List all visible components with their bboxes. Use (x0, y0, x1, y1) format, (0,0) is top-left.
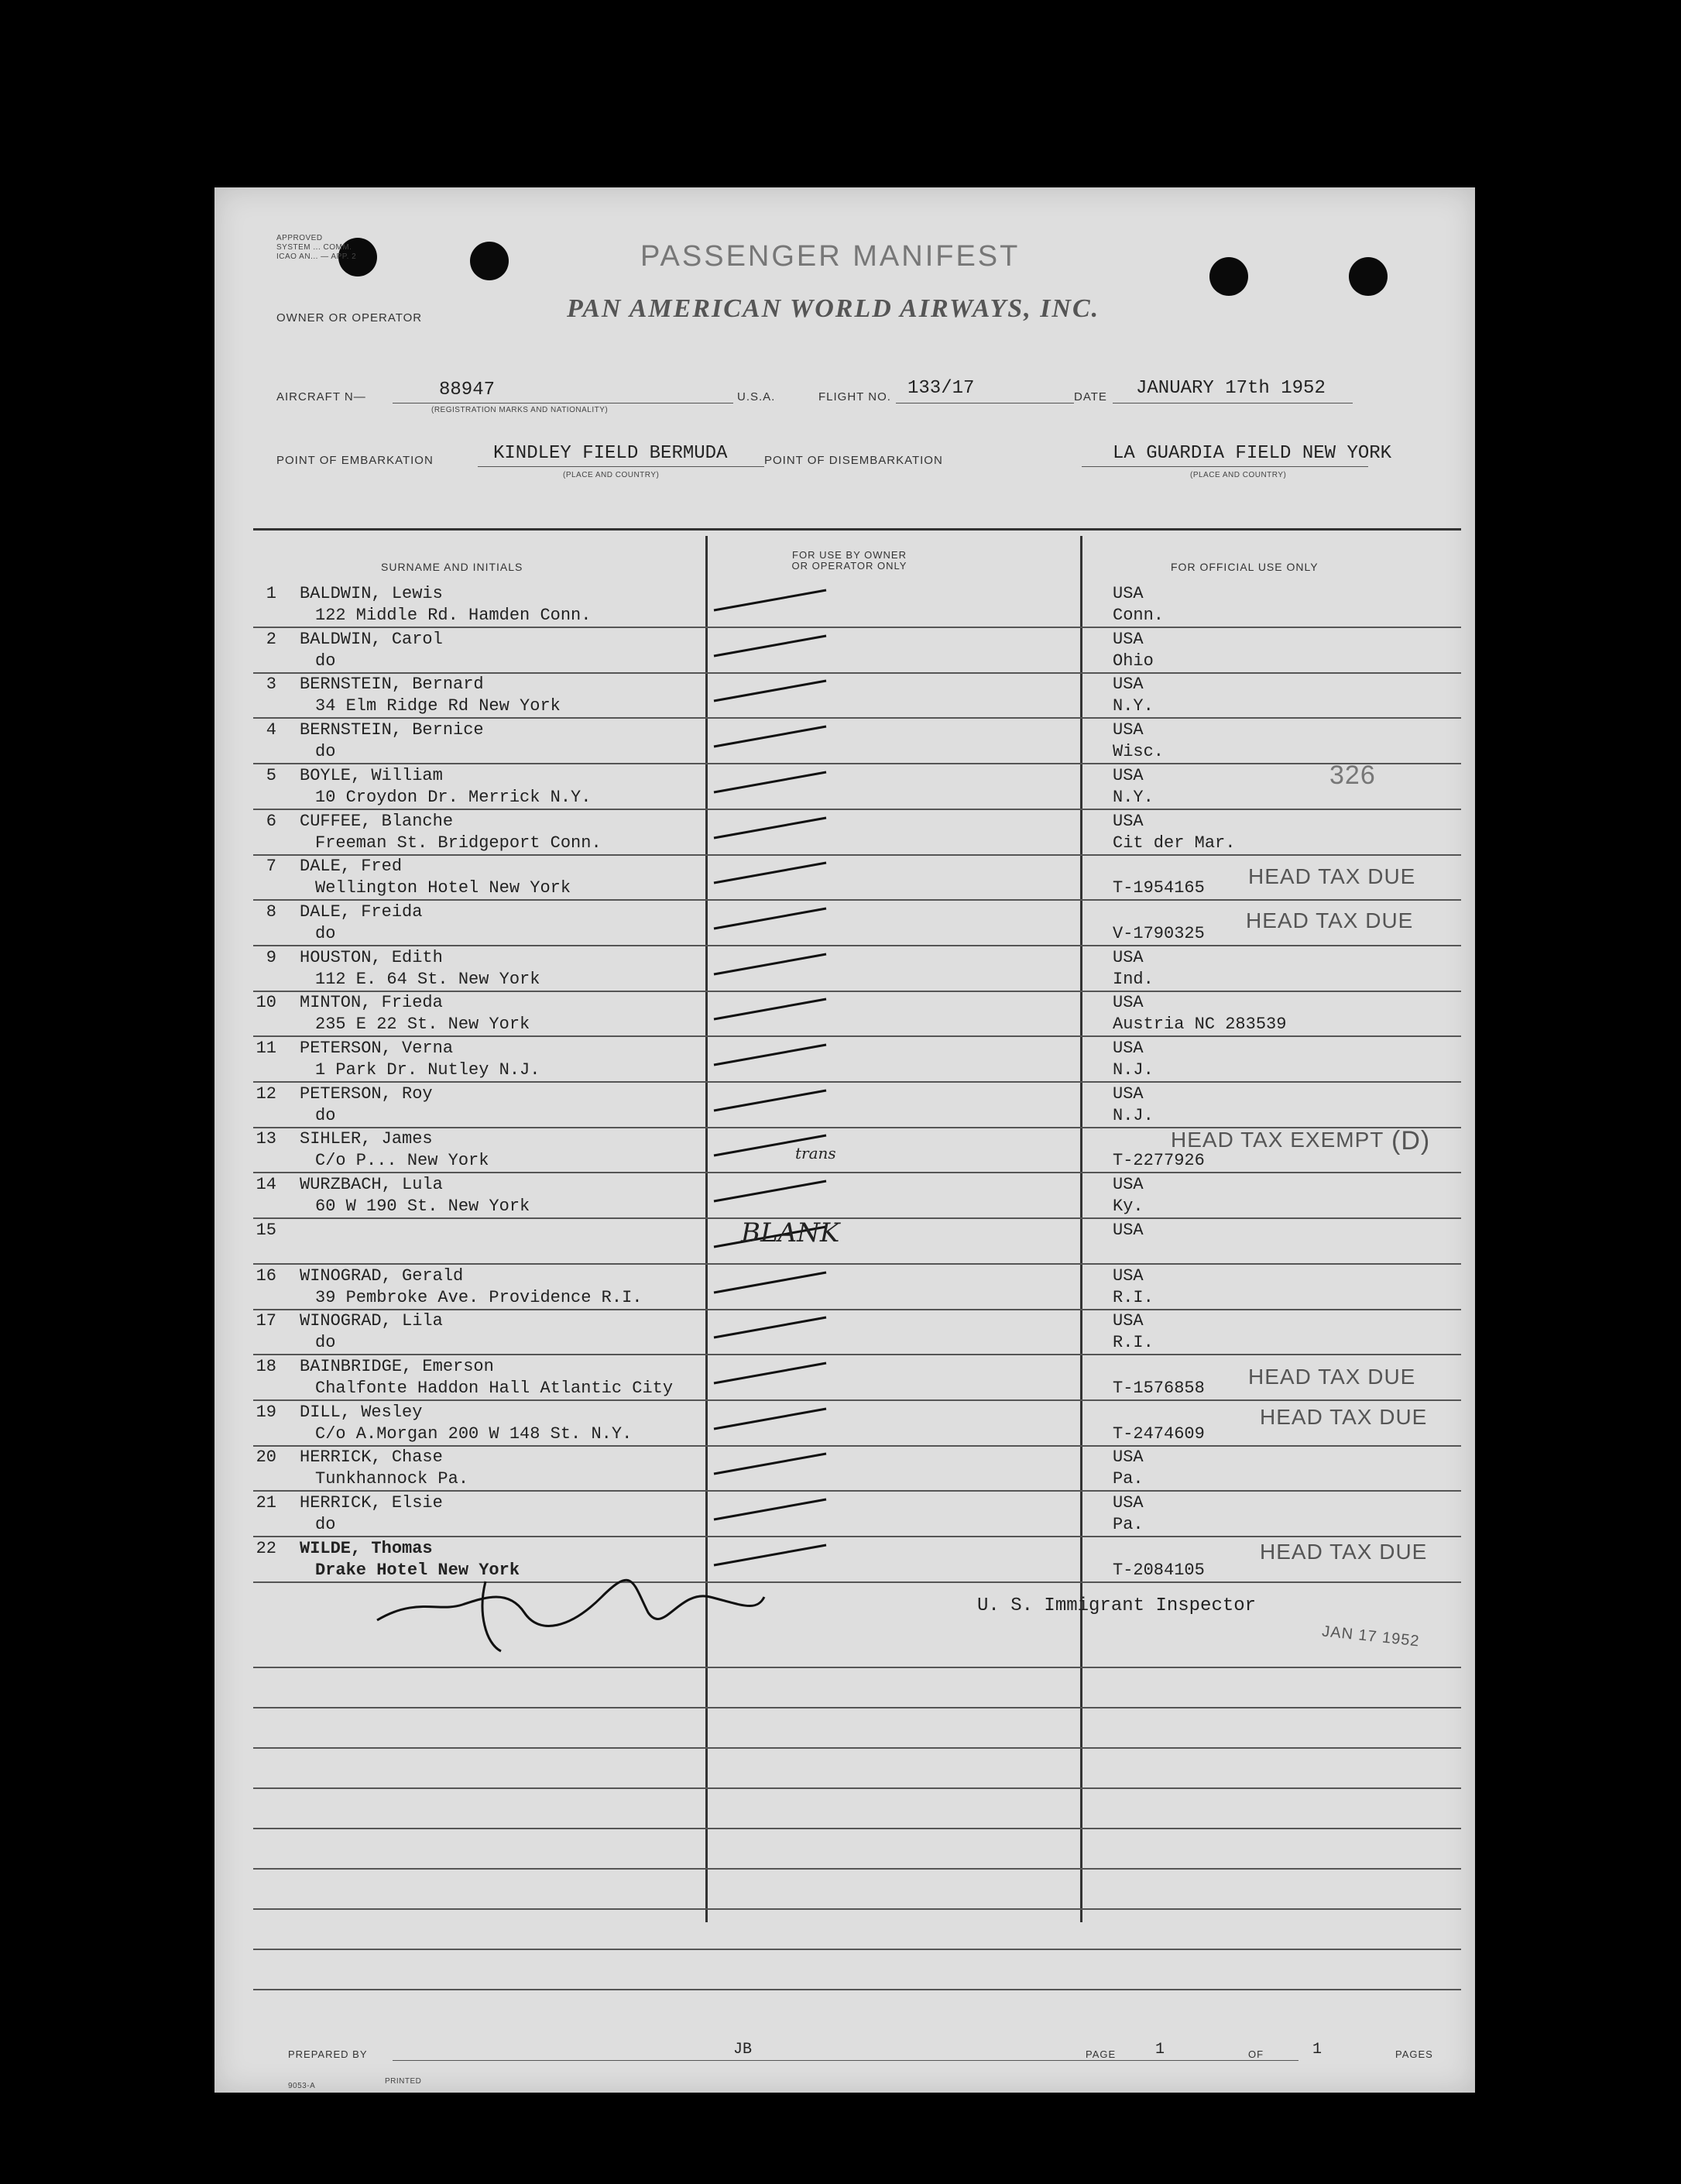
operator-check-mark (710, 858, 834, 889)
row-number: 21 (256, 1493, 276, 1513)
registration-note: (REGISTRATION MARKS AND NATIONALITY) (431, 406, 609, 414)
passenger-name: MINTON, Frieda (300, 993, 443, 1013)
passenger-address: do (315, 1333, 336, 1353)
handwritten-trans: trans (795, 1144, 836, 1162)
passenger-address: do (315, 1515, 336, 1534)
date-value: JANUARY 17th 1952 (1136, 378, 1326, 399)
row-number: 7 (266, 857, 276, 877)
row-rule (253, 1536, 1461, 1537)
official-nationality: USA (1113, 1493, 1144, 1513)
owner-label: OWNER OR OPERATOR (276, 311, 423, 325)
operator-check-mark (710, 1313, 834, 1344)
official-residence: N.J. (1113, 1060, 1154, 1080)
passenger-name: BERNSTEIN, Bernice (300, 720, 484, 740)
underline (478, 466, 764, 467)
passenger-address: Chalfonte Haddon Hall Atlantic City (315, 1378, 674, 1398)
passenger-address: 1 Park Dr. Nutley N.J. (315, 1060, 540, 1080)
disembark-label: POINT OF DISEMBARKATION (764, 454, 943, 467)
page-label: PAGE (1086, 2048, 1117, 2060)
printed-note: PRINTED (385, 2077, 422, 2086)
row-number: 18 (256, 1356, 276, 1376)
row-number: 4 (266, 720, 276, 740)
prepared-label: PREPARED BY (288, 2048, 368, 2060)
manifest-sheet (214, 187, 1475, 2093)
row-rule (253, 1217, 1461, 1219)
col-header-owner: FOR USE BY OWNER OR OPERATOR ONLY (791, 549, 907, 572)
page-value: 1 (1155, 2041, 1165, 2059)
official-residence: N.Y. (1113, 696, 1154, 716)
column-divider (705, 536, 708, 1922)
row-number: 16 (256, 1265, 276, 1286)
empty-row-rule (253, 1747, 1461, 1749)
form-number: 9053-A (288, 2082, 316, 2090)
row-rule (253, 763, 1461, 764)
operator-check-mark (710, 1449, 834, 1480)
row-rule (253, 672, 1461, 674)
row-rule (253, 1399, 1461, 1401)
passenger-address: do (315, 742, 336, 762)
punch-hole (1349, 257, 1388, 296)
passenger-name: PETERSON, Roy (300, 1083, 433, 1104)
stamp: (D) (1391, 1126, 1431, 1156)
official-nationality: USA (1113, 1447, 1144, 1468)
row-number: 8 (266, 901, 276, 922)
row-number: 22 (256, 1538, 276, 1558)
passenger-name: BALDWIN, Lewis (300, 584, 443, 603)
operator-check-mark (710, 722, 834, 753)
official-nationality: USA (1113, 1265, 1144, 1286)
operator-check-mark (710, 676, 834, 707)
row-rule (253, 1490, 1461, 1492)
aircraft-label: AIRCRAFT N— (276, 390, 366, 403)
passenger-address: Drake Hotel New York (315, 1560, 520, 1580)
row-rule (253, 1035, 1461, 1037)
empty-row-rule (253, 1868, 1461, 1870)
passenger-name: DALE, Freida (300, 901, 423, 922)
passenger-name: WINOGRAD, Lila (300, 1311, 443, 1331)
row-rule (253, 991, 1461, 992)
row-rule (253, 717, 1461, 719)
operator-check-mark (710, 1176, 834, 1207)
row-rule (253, 1081, 1461, 1083)
passenger-name: CUFFEE, Blanche (300, 811, 454, 831)
row-rule (253, 1445, 1461, 1447)
row-rule (253, 1172, 1461, 1173)
official-residence: N.Y. (1113, 787, 1154, 807)
passenger-address: do (315, 923, 336, 943)
stamp: HEAD TAX EXEMPT (1171, 1128, 1384, 1152)
form-code-line: ICAO AN... — APP. 2 (276, 252, 357, 261)
usa-label: U.S.A. (737, 390, 776, 403)
passenger-name: HERRICK, Chase (300, 1447, 443, 1468)
operator-check-mark (710, 1086, 834, 1117)
operator-check-mark (710, 585, 834, 616)
page-title: PASSENGER MANIFEST (640, 240, 1021, 273)
stamp: HEAD TAX DUE (1246, 908, 1414, 932)
passenger-address: 112 E. 64 St. New York (315, 969, 540, 989)
row-rule (253, 1263, 1461, 1265)
row-rule (253, 945, 1461, 946)
passenger-address: 122 Middle Rd. Hamden Conn. (315, 606, 592, 625)
official-residence: Ohio (1113, 651, 1154, 671)
prepared-value: JB (733, 2041, 753, 2059)
official-residence: T-2084105 (1113, 1560, 1205, 1580)
empty-row-rule (253, 1707, 1461, 1708)
empty-row-rule (253, 1908, 1461, 1910)
official-nationality: USA (1113, 584, 1144, 603)
official-residence: T-1954165 (1113, 878, 1205, 898)
official-residence: T-1576858 (1113, 1378, 1205, 1398)
row-number: 12 (256, 1083, 276, 1104)
embark-value: KINDLEY FIELD BERMUDA (493, 443, 728, 464)
form-code-line: SYSTEM ... COMM. (276, 243, 352, 252)
passenger-name: BALDWIN, Carol (300, 629, 443, 649)
empty-row-rule (253, 1949, 1461, 1950)
passenger-address: 60 W 190 St. New York (315, 1197, 530, 1217)
stamp: HEAD TAX DUE (1248, 1365, 1416, 1389)
header-rule (253, 528, 1461, 531)
passenger-name: BERNSTEIN, Bernard (300, 675, 484, 695)
official-nationality: USA (1113, 629, 1144, 649)
passenger-name: PETERSON, Verna (300, 1039, 454, 1058)
operator-check-mark (710, 1404, 834, 1435)
official-residence: V-1790325 (1113, 923, 1205, 943)
embark-label: POINT OF EMBARKATION (276, 454, 434, 467)
row-rule (253, 854, 1461, 856)
official-residence: Wisc. (1113, 742, 1165, 762)
aircraft-value: 88947 (439, 379, 496, 400)
row-rule (253, 809, 1461, 810)
disembark-value: LA GUARDIA FIELD NEW YORK (1113, 443, 1392, 464)
passenger-name: WURZBACH, Lula (300, 1175, 443, 1195)
operator-check-mark (710, 1268, 834, 1299)
official-residence: Cit der Mar. (1113, 833, 1236, 853)
official-nationality: USA (1113, 811, 1144, 831)
passenger-address: Tunkhannock Pa. (315, 1469, 469, 1489)
row-number: 19 (256, 1402, 276, 1422)
column-divider (1080, 536, 1082, 1922)
passenger-address: C/o P... New York (315, 1151, 489, 1171)
place-note: (PLACE AND COUNTRY) (563, 471, 660, 479)
of-value: 1 (1312, 2041, 1323, 2059)
operator-check-mark (710, 1495, 834, 1526)
row-number: 2 (266, 629, 276, 649)
official-residence: Pa. (1113, 1515, 1144, 1534)
handwritten-blank: BLANK (741, 1217, 840, 1248)
empty-row-rule (253, 1787, 1461, 1789)
official-residence: Ind. (1113, 969, 1154, 989)
empty-row-rule (253, 1989, 1461, 1990)
operator-check-mark (710, 904, 834, 935)
official-nationality: USA (1113, 720, 1144, 740)
official-nationality: USA (1113, 1083, 1144, 1104)
passenger-name: SIHLER, James (300, 1129, 433, 1149)
underline (393, 2060, 1298, 2061)
operator-name: PAN AMERICAN WORLD AIRWAYS, INC. (567, 294, 1100, 323)
row-number: 17 (256, 1311, 276, 1331)
form-code-line: APPROVED (276, 234, 323, 242)
row-number: 5 (266, 765, 276, 785)
row-rule (253, 627, 1461, 628)
inspector-signature (369, 1566, 772, 1659)
punch-hole (470, 242, 509, 280)
passenger-name: WINOGRAD, Gerald (300, 1265, 464, 1286)
official-residence: Conn. (1113, 606, 1165, 625)
official-residence: T-2474609 (1113, 1423, 1205, 1444)
passenger-name: BAINBRIDGE, Emerson (300, 1356, 494, 1376)
passenger-address: do (315, 1105, 336, 1125)
passenger-name: DILL, Wesley (300, 1402, 423, 1422)
passenger-name: HERRICK, Elsie (300, 1493, 443, 1513)
form-code (276, 234, 356, 262)
passenger-name: DALE, Fred (300, 857, 403, 877)
operator-check-mark (710, 949, 834, 980)
operator-check-mark (710, 813, 834, 844)
official-residence: R.I. (1113, 1287, 1154, 1307)
stamp-number: 326 (1329, 761, 1376, 790)
empty-row-rule (253, 1828, 1461, 1829)
row-number: 3 (266, 675, 276, 695)
official-nationality: USA (1113, 765, 1144, 785)
row-number: 6 (266, 811, 276, 831)
operator-check-mark (710, 767, 834, 798)
official-residence: Ky. (1113, 1197, 1144, 1217)
of-label: OF (1248, 2048, 1264, 2060)
official-nationality: USA (1113, 1175, 1144, 1195)
date-label: DATE (1074, 390, 1107, 403)
row-number: 10 (256, 993, 276, 1013)
passenger-address: 34 Elm Ridge Rd New York (315, 696, 561, 716)
operator-check-mark (710, 631, 834, 662)
passenger-name: WILDE, Thomas (300, 1538, 433, 1558)
official-residence: T-2277926 (1113, 1151, 1205, 1171)
row-rule (253, 1354, 1461, 1355)
flight-label: FLIGHT NO. (818, 390, 891, 403)
row-number: 1 (266, 584, 276, 603)
row-number: 13 (256, 1129, 276, 1149)
passenger-address: 10 Croydon Dr. Merrick N.Y. (315, 787, 592, 807)
punch-hole (1209, 257, 1248, 296)
official-residence: R.I. (1113, 1333, 1154, 1353)
official-residence: Pa. (1113, 1469, 1144, 1489)
stamp: HEAD TAX DUE (1248, 864, 1416, 888)
underline (1082, 466, 1368, 467)
official-nationality: USA (1113, 947, 1144, 967)
official-nationality: USA (1113, 1311, 1144, 1331)
operator-check-mark (710, 994, 834, 1025)
passenger-address: 39 Pembroke Ave. Providence R.I. (315, 1287, 643, 1307)
pages-label: PAGES (1395, 2048, 1433, 2060)
row-rule (253, 1309, 1461, 1310)
official-nationality: USA (1113, 993, 1144, 1013)
row-number: 15 (256, 1220, 276, 1240)
row-number: 20 (256, 1447, 276, 1468)
stamp: HEAD TAX DUE (1260, 1540, 1428, 1564)
official-nationality: USA (1113, 1039, 1144, 1058)
official-residence: Austria NC 283539 (1113, 1015, 1287, 1035)
official-nationality: USA (1113, 1220, 1144, 1240)
inspector-title: U. S. Immigrant Inspector (977, 1595, 1257, 1616)
operator-check-mark (710, 1040, 834, 1071)
flight-value: 133/17 (907, 378, 975, 399)
passenger-address: Wellington Hotel New York (315, 878, 571, 898)
official-nationality: USA (1113, 675, 1144, 695)
passenger-address: do (315, 651, 336, 671)
passenger-name: BOYLE, William (300, 765, 443, 785)
date-stamp: JAN 17 1952 (1321, 1623, 1421, 1650)
row-number: 9 (266, 947, 276, 967)
col-header-surname: SURNAME AND INITIALS (381, 561, 523, 573)
col-header-official: FOR OFFICIAL USE ONLY (1171, 561, 1319, 573)
row-number: 11 (256, 1039, 276, 1058)
row-number: 14 (256, 1175, 276, 1195)
passenger-address: C/o A.Morgan 200 W 148 St. N.Y. (315, 1423, 633, 1444)
operator-check-mark (710, 1358, 834, 1389)
row-rule (253, 899, 1461, 901)
stamp: HEAD TAX DUE (1260, 1405, 1428, 1429)
empty-row-rule (253, 1667, 1461, 1668)
place-note: (PLACE AND COUNTRY) (1190, 471, 1287, 479)
passenger-address: 235 E 22 St. New York (315, 1015, 530, 1035)
passenger-name: HOUSTON, Edith (300, 947, 443, 967)
passenger-address: Freeman St. Bridgeport Conn. (315, 833, 602, 853)
official-residence: N.J. (1113, 1105, 1154, 1125)
